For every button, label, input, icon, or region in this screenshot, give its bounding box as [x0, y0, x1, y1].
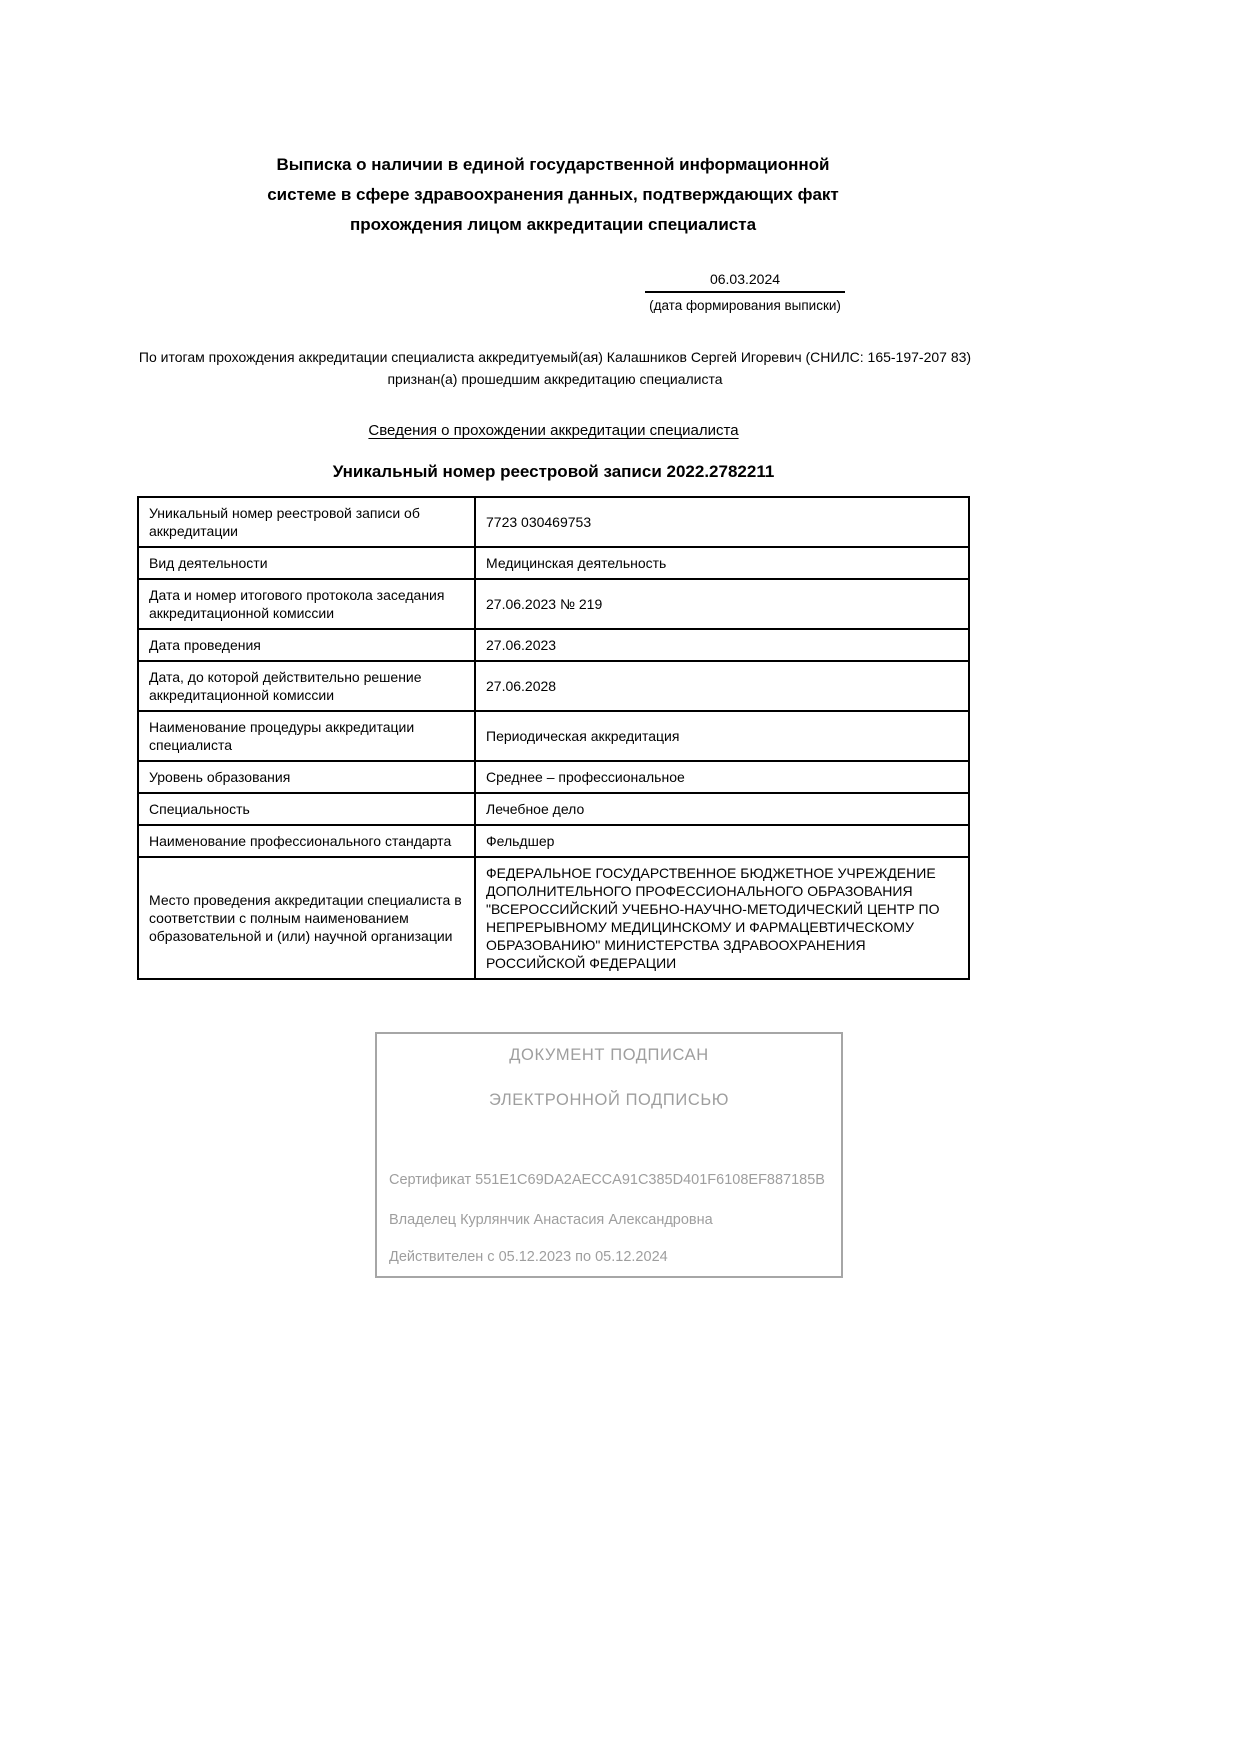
table-row: [138, 579, 969, 629]
row-value: ФЕДЕРАЛЬНОЕ ГОСУДАРСТВЕННОЕ БЮДЖЕТНОЕ УЧРЕЖДЕНИЕ ДОПОЛНИТЕЛЬНОГО ПРОФЕССИОНАЛЬНОГО ОБРАЗОВАНИЯ "ВСЕРОССИЙСКИЙ УЧЕБНО-НАУЧНО-МЕТОДИЧЕСКИЙ ЦЕНТР ПО НЕПРЕРЫВНОМУ МЕДИЦИНСКОМУ И ФАРМАЦЕВТИЧЕСКОМУ ОБРАЗОВАНИЮ" МИНИСТЕРСТВА ЗДРАВООХРАНЕНИЯ РОССИЙСКОЙ ФЕДЕРАЦИИ: [475, 857, 969, 979]
table-row: [138, 629, 969, 661]
table-row: [138, 857, 969, 979]
table-row: [138, 825, 969, 857]
intro-paragraph: По итогам прохождения аккредитации специалиста аккредитуемый(ая) Калашников Сергей Игоревич (СНИЛС: 165-197-207 83) признан(а) прошедшим аккредитацию специалиста: [138, 349, 972, 387]
row-label: Дата, до которой действительно решение аккредитационной комиссии: [138, 661, 475, 711]
row-value: Периодическая аккредитация: [475, 711, 969, 761]
registry-number-heading: Уникальный номер реестровой записи 2022.2782211: [332, 462, 775, 481]
row-label: Наименование профессионального стандарта: [138, 825, 475, 857]
table-row: [138, 761, 969, 793]
row-label: Уровень образования: [138, 761, 475, 793]
signature-validity: Действителен с 05.12.2023 по 05.12.2024: [389, 1249, 668, 1265]
document-title: Выписка о наличии в единой государственной информационной системе в сфере здравоохранения данных, подтверждающих факт прохождения лицом аккредитации специалиста: [267, 155, 839, 234]
signature-certificate: Сертификат 551E1C69DA2AECCA91C385D401F6108EF887185B: [389, 1172, 825, 1188]
section-heading: Сведения о прохождении аккредитации специалиста: [368, 422, 739, 439]
signature-heading-line1: ДОКУМЕНТ ПОДПИСАН: [509, 1046, 709, 1064]
table-row: [138, 547, 969, 579]
signature-owner: Владелец Курлянчик Анастасия Александровна: [389, 1212, 713, 1228]
row-label: Место проведения аккредитации специалиста в соответствии с полным наименованием образовательной и (или) научной организации: [138, 857, 475, 979]
row-value: 7723 030469753: [475, 497, 969, 547]
table-row: [138, 711, 969, 761]
row-value: 27.06.2023: [475, 629, 969, 661]
row-value: Медицинская деятельность: [475, 547, 969, 579]
row-value: Среднее – профессиональное: [475, 761, 969, 793]
signature-heading-line2: ЭЛЕКТРОННОЙ ПОДПИСЬЮ: [488, 1091, 730, 1109]
row-label: Дата проведения: [138, 629, 475, 661]
table-row: [138, 793, 969, 825]
row-label: Вид деятельности: [138, 547, 475, 579]
row-label: Наименование процедуры аккредитации специалиста: [138, 711, 475, 761]
row-label: Уникальный номер реестровой записи об аккредитации: [138, 497, 475, 547]
table-row: [138, 661, 969, 711]
table-row: [138, 497, 969, 547]
signature-stamp: [375, 1032, 843, 1278]
row-value: Лечебное дело: [475, 793, 969, 825]
row-value: 27.06.2023 № 219: [475, 579, 969, 629]
row-value: Фельдшер: [475, 825, 969, 857]
extract-date: 06.03.2024: [645, 270, 845, 293]
extract-date-caption: (дата формирования выписки): [649, 298, 841, 313]
row-label: Специальность: [138, 793, 475, 825]
row-label: Дата и номер итогового протокола заседания аккредитационной комиссии: [138, 579, 475, 629]
row-value: 27.06.2028: [475, 661, 969, 711]
accreditation-table: [137, 496, 970, 980]
